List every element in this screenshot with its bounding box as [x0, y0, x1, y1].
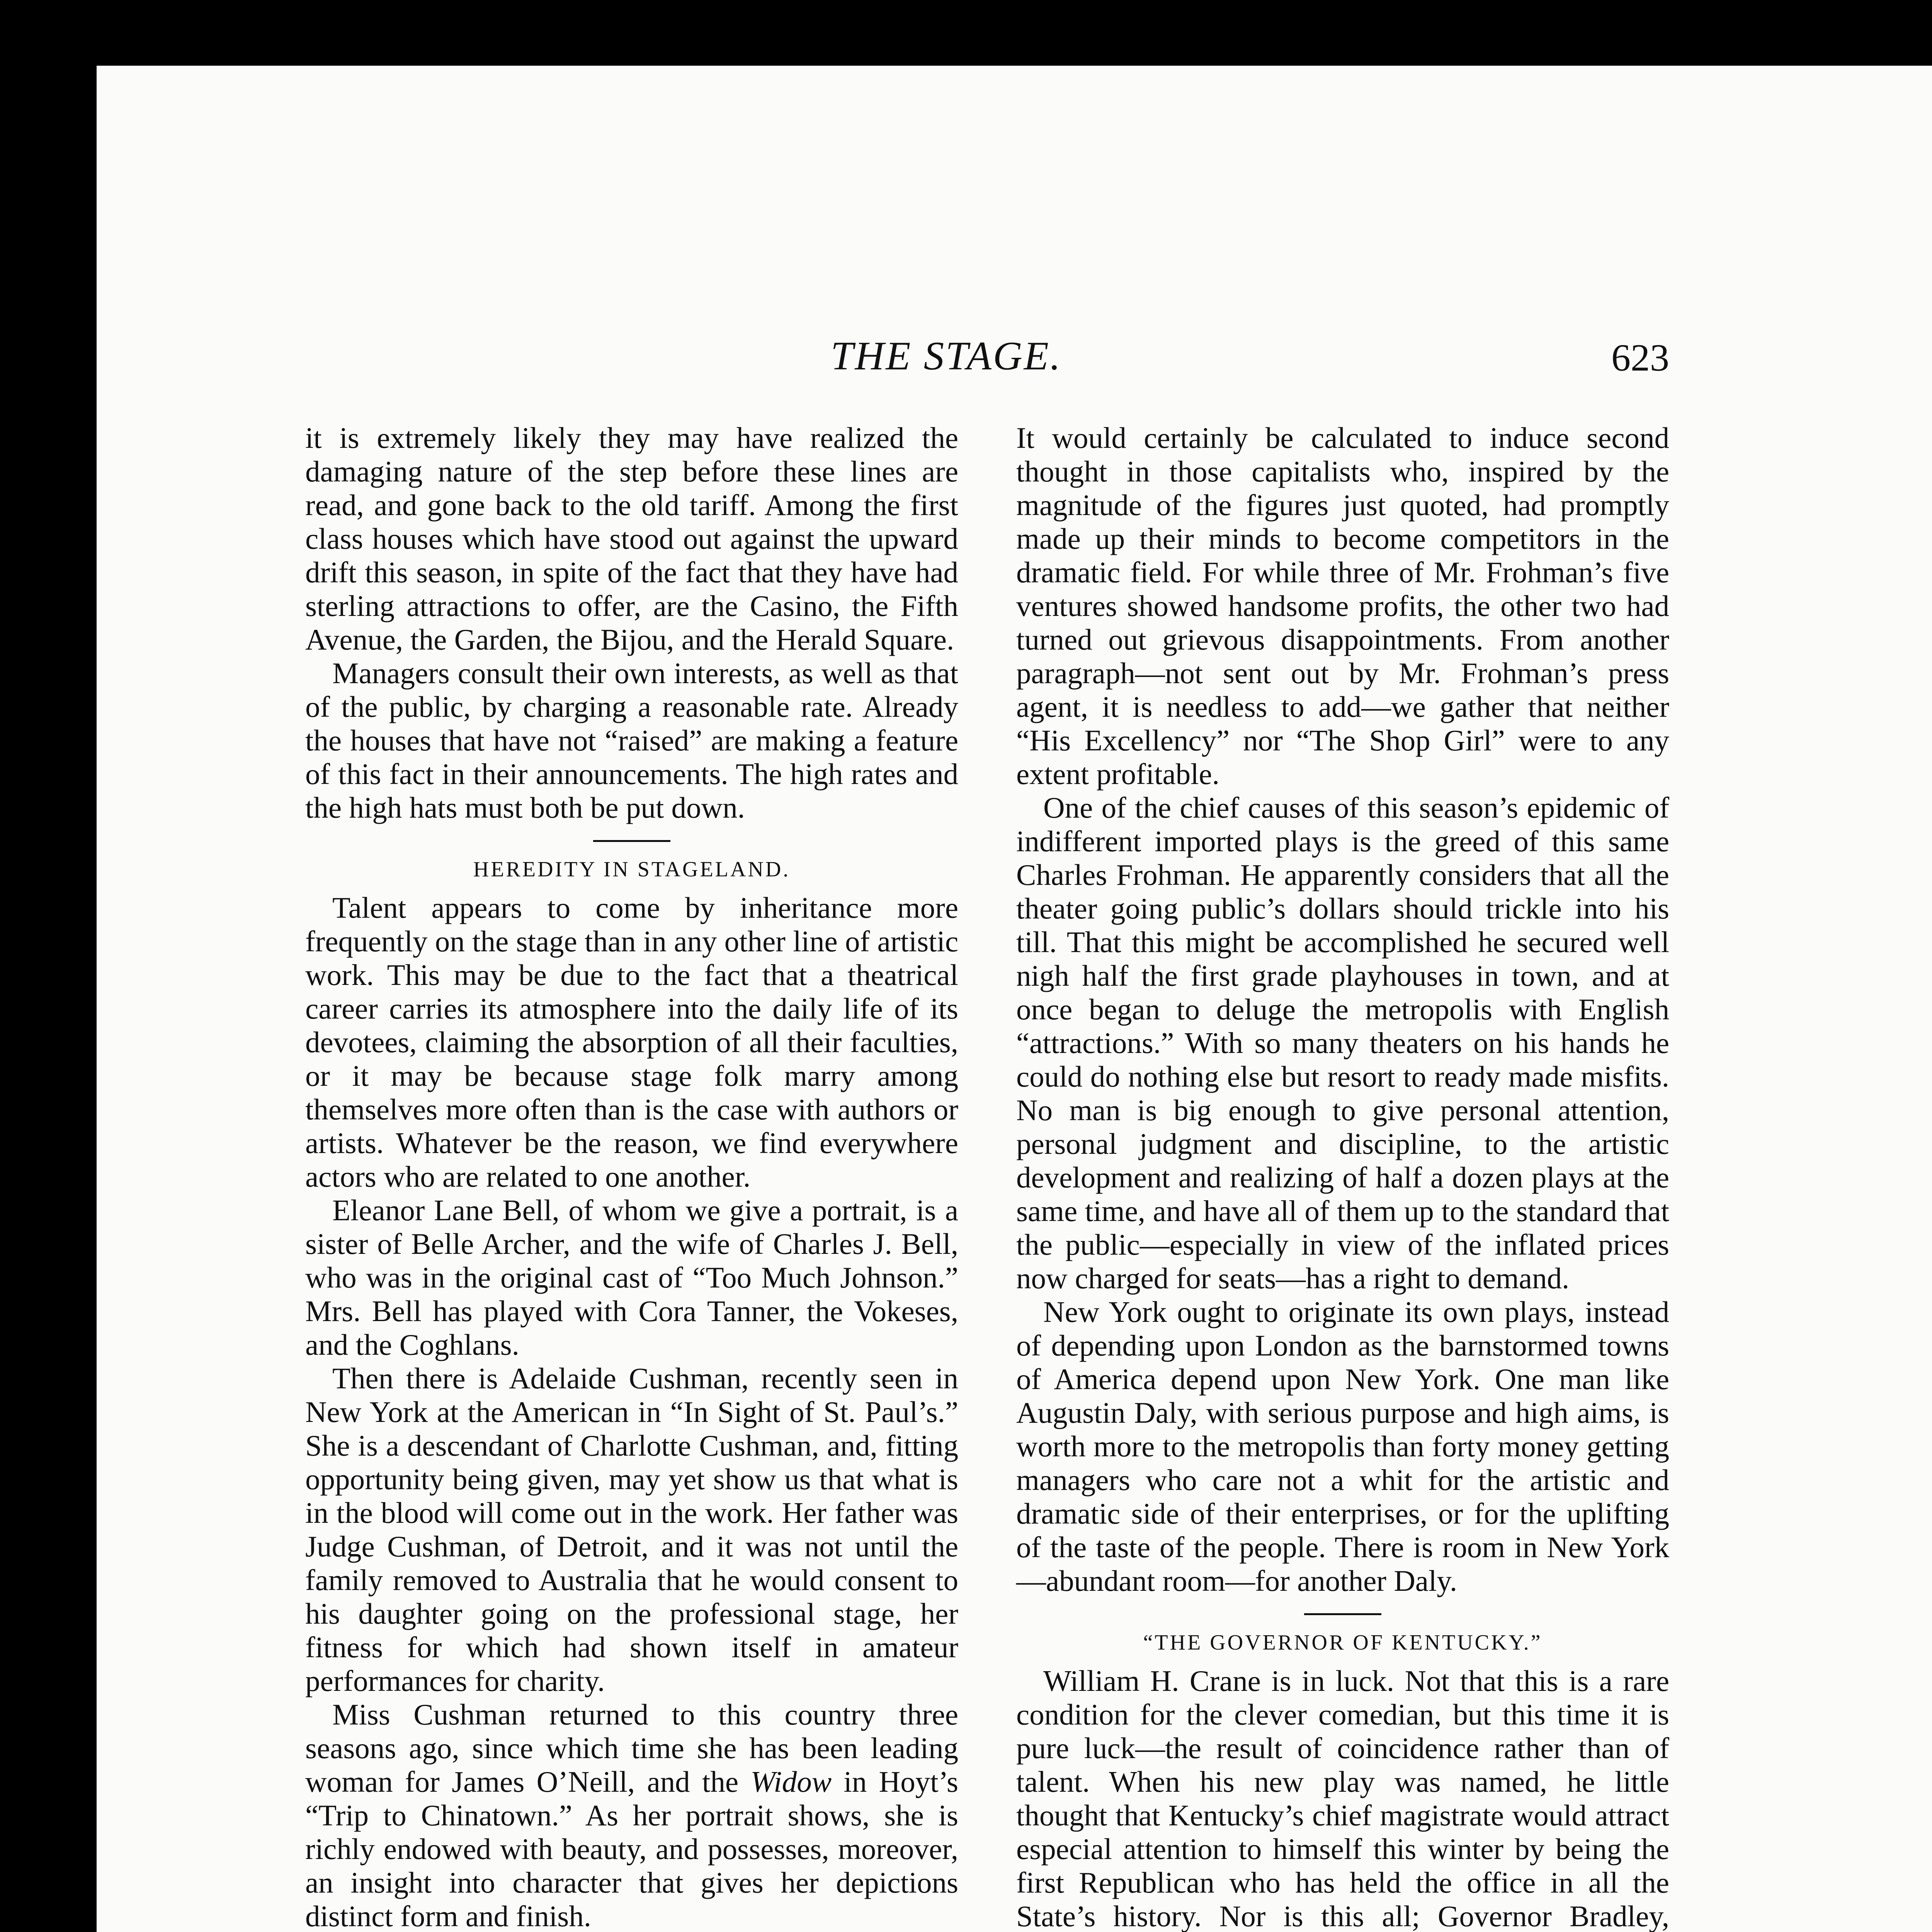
heading-governor-of-kentucky: “THE GOVERNOR OF KENTUCKY.” — [1143, 1631, 1543, 1655]
heading-heredity: HEREDITY IN STAGELAND. — [473, 857, 791, 881]
left-column — [305, 421, 958, 1932]
continued-paragraph: it is extremely likely they may have realized the damaging nature of the step before these lines are read, and gone back to the old tariff. Among the first class houses which have stood out against the upward drift this season, in spite of the fact that they have had sterling attractions to offer, are the Casino, the Fifth Avenue, the Garden, the Bijou, and the Herald Square. — [305, 421, 958, 656]
paragraph-right-3: New York ought to originate its own plays, instead of depending upon London as the barnstormed towns of America depend upon New York. One man like Augustin Daly, with serious purpose and high aims, is worth more to the metropolis than forty money getting managers who care not a whit for the artistic and dramatic side of their enterprises, or for the uplifting of the taste of the people. There is room in New York—abundant room—for another Daly. — [1016, 1295, 1669, 1597]
section-rule — [593, 840, 670, 842]
right-column — [1016, 421, 1669, 1932]
paragraph-heredity-4-b: in Hoyt’s “Trip to Chinatown.” As her portrait shows, she is richly endowed with beauty, and possesses, moreover, an insight into character that gives her depictions distinct form and finish. — [305, 1765, 958, 1932]
paragraph-heredity-3: Then there is Adelaide Cushman, recently seen in New York at the American in “In Sight of St. Paul’s.” She is a descendant of Charlotte Cushman, and, fitting opportunity being given, may yet show us that what is in the blood will come out in the work. Her father was Judge Cushman, of Detroit, and it was not until the family removed to Australia that he would consent to his daughter going on the professional stage, her fitness for which had shown itself in amateur performances for charity. — [305, 1362, 958, 1697]
widow-italic: Widow — [750, 1765, 832, 1798]
page-number: 623 — [1611, 336, 1669, 379]
paragraph-governor-1: William H. Crane is in luck. Not that this is a rare condition for the clever comedian, but this time it is pure luck—the result of coincidence rather than of talent. When his new play was named, he little thought that Kentucky’s chief magistrate would attract especial attention to himself this winter by being the first Republican who has held the office in all the State’s history. Nor is this all; Governor Bradley, — [1016, 1664, 1669, 1932]
paragraph-heredity-4-a: Miss Cushman returned to this country three seasons ago, since which time she has been leading woman for James O’Neill, and the — [305, 1698, 958, 1798]
paragraph-heredity-4 — [305, 1698, 958, 1932]
running-head: THE STAGE. — [831, 333, 1062, 378]
paragraph-heredity-2: Eleanor Lane Bell, of whom we give a portrait, is a sister of Belle Archer, and the wife of Charles J. Bell, who was in the original cast of “Too Much Johnson.” Mrs. Bell has played with Cora Tanner, the Vokeses, and the Coghlans. — [305, 1194, 958, 1361]
paragraph-managers: Managers consult their own interests, as well as that of the public, by charging a reasonable rate. Already the houses that have not “raised” are making a feature of this fact in their announcements. The high rates and the high hats must both be put down. — [305, 656, 958, 824]
paragraph-right-1: It would certainly be calculated to induce second thought in those capitalists who, inspired by the magnitude of the figures just quoted, had promptly made up their minds to become competitors in the dramatic field. For while three of Mr. Frohman’s five ventures showed handsome profits, the other two had turned out grievous disappointments. From another paragraph—not sent out by Mr. Frohman’s press agent, it is needless to add—we gather that neither “His Excellency” nor “The Shop Girl” were to any extent profitable. — [1016, 421, 1669, 791]
section-rule — [1304, 1613, 1381, 1615]
paragraph-heredity-1: Talent appears to come by inheritance more frequently on the stage than in any other line of artistic work. This may be due to the fact that a theatrical career carries its atmosphere into the daily life of its devotees, claiming the absorption of all their faculties, or it may be because stage folk marry among themselves more often than is the case with authors or artists. Whatever be the reason, we find everywhere actors who are related to one another. — [305, 891, 958, 1193]
paragraph-right-2: One of the chief causes of this season’s epidemic of indifferent imported plays is the greed of this same Charles Frohman. He apparently considers that all the theater going public’s dollars should trickle into his till. That this might be accomplished he secured well nigh half the first grade playhouses in town, and at once began to deluge the metropolis with English “attractions.” With so many theaters on his hands he could do nothing else but resort to ready made misfits. No man is big enough to give personal attention, personal judgment and discipline, to the artistic development and realizing of half a dozen plays at the same time, and have all of them up to the standard that the public—especially in view of the inflated prices now charged for seats—has a right to demand. — [1016, 791, 1669, 1295]
